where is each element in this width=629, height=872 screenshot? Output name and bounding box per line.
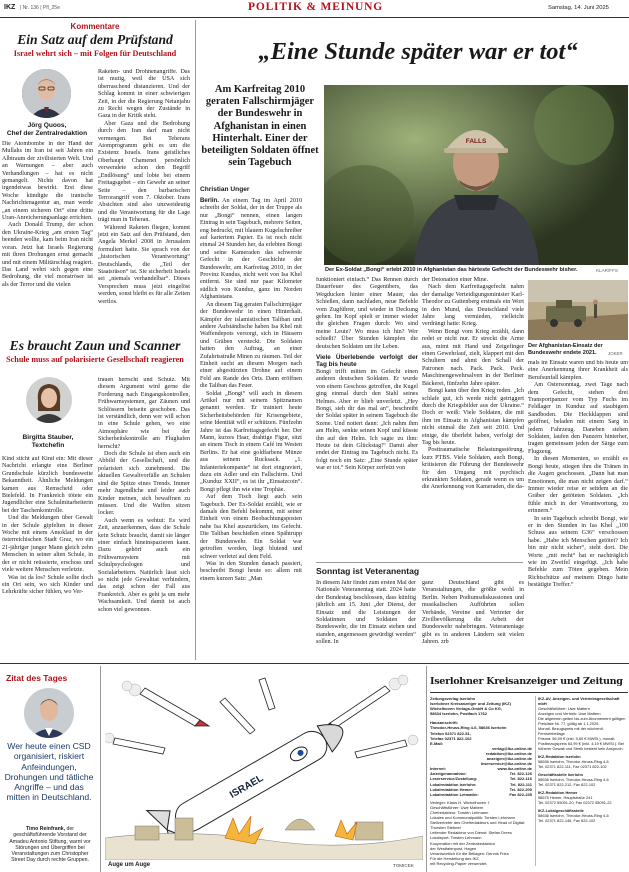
imprint-right-line: höherer Gewalt und Streik besteht kein Anspruch. <box>538 746 624 751</box>
imprint-right-line: 58636 Iserlohn, Theodor-Heuss-Ring 4-6 <box>538 813 609 818</box>
infobox-col1: In diesem Jahr findet zum ersten Mal der Nationale Veteranentag statt. 2024 hatte der Bundestag beschlossen, dass künftig jährlich am 15. Juni „der Dienst, der Einsatz und die Leistungen der Soldatinnen und Soldaten der Bundeswehr, die im Einsatz stehen und standen, angemessen gewürdigt werden“ sollen. In <box>316 580 416 646</box>
imprint-staff-line: Für die Herstellung des IKZ <box>430 855 479 861</box>
imprint-phone-row: Lokalredaktion Iserlohn: Tel. 822-111 <box>430 781 532 787</box>
author2-avatar <box>26 377 72 423</box>
imprint-phone-row: Lokalredaktion Letmathe: Fax 822-235 <box>430 791 532 797</box>
imprint-website-link[interactable]: www.ikz-online.de <box>497 766 532 772</box>
imprint-staff-line: Lokalsport: Torsten Lehmann <box>430 835 482 841</box>
imprint-right-line: Tel. 02372 55091-20, Fax 02372 55091-22 <box>538 800 612 805</box>
imprint-phone-row: Lokalredaktion Hemer: Tel. 822-200 <box>430 786 532 792</box>
article-subhead: Viele Überlebende verfolgt der Tag bis heute <box>316 354 418 369</box>
imprint-right-line: Geschäftsstelle Iserlohn <box>538 772 583 777</box>
logo: IKZ <box>4 4 16 11</box>
page-date: Samstag, 14. Juni 2025 <box>548 5 609 11</box>
comment-subtitle: Israel wehrt sich – mit Folgen für Deutschland <box>13 49 177 58</box>
imprint-right-line: Postbezugspreis 63,99 € (inkl. 4,19 € MWSt.). Bei <box>538 741 624 746</box>
imprint-right-line: Die allgemein gelten bis zum Abonnement gültigen <box>538 716 626 721</box>
quote-author: Timo Reinfrank, <box>25 826 66 832</box>
article-col4: mals im Einsatz waren und bis heute um eine Anerkennung ihrer Krankheit als Berufsunfall kämpfen. Am Ostersonntag, zwei Tage nach dem Gefecht, stehen drei Transportpanzer vom Typ Fuchs im Feldlager in Kunduz auf staubigem Sandboden. Die Heckklappen sind geöffnet, beladen mit einem Sarg in jedem Fahrzeug. Daneben stehen Soldaten, laufen den Panzern hinterher, tragen gemeinsam jeden der Särge zum Flugzeug. In diesen Momenten, so erzählt es Bongi heute, stiegen ihm die Tränen in die Augen geschossen. „Dann hat man Emotionen, die man nicht zeigen darf.“ Immer wieder reise er seitdem an die Gräber der getöteten Soldaten. „Ich fühle mich in der Verantwortung, zu erinnern.“ In sein Tagebuch schreibt Bongi, wie er in den Stunden in Isa Khel „100 Schuss aus seinem G36“ verschossen habe. „Habe ich Menschen getötet? Ich bin mir nicht sicher“, steht dort. Die Worte „mit recht“ hat er nachträglich wie im Zweifel eingefügt. „Ich habe Befehle zum Töten gegeben. Mein Richtschütze auf meinem Dingo hatte bestätigte Treffer.“ <box>528 360 628 589</box>
article-col2: funktioniert einfach.“ Das Rennen durch Dauerfeuer des Gegenübers, das Wegducken hinter einer Mauer, das Schießen, dann nachladen, neue Befehle vom Zugführer, und wieder in Deckung gehen. Im Kopf spielt er immer wieder die gleichen Fragen durch: Wo sind meine Leute? Wo muss ich hin? Wer schießt? Über Stunden kämpfen die deutschen Soldaten um ihr Leben. Viele Überlebende verfolgt der Tag bis heute Bongi trifft mitten im Gefecht einen anderen deutschen Soldaten. Er wurde von einem Geschoss getroffen, die Kugel ging einmal durch den Stahl seines Helmes. Aber er blieb unverletzt. „Hey Bongi, sieh dir das mal an“, beschreibt der Soldat später in seinem Tagebuch die Szene. Und notiert dann: „Ich nahm ihm am Helm, senkte seinen Kopf und küsste ihn auf den Helm. Ich sagte zu ihm: Heute ist dein Glückstag!“ Damit aber endet der Eintrag ins Tagebuch nicht. Es folgt noch ein Satz: „Eine Stunde später war er tot.“ Sein Körper zerfetzt von <box>316 277 418 472</box>
imprint-staff-line: Kooperation mit der Zentralredaktion <box>430 840 495 846</box>
article-col3: der Detonation einer Mine. Nach dem Karfreitagsgefecht nahm der damalige Verteidigungsminister Karl-Theodor zu Guttenberg erstmals ein Wort in den Mund, das Deutschland viele Jahre lang vermieden, vielleicht verdrängt hatte: Krieg. Wenn Bongi vom Krieg erzählt, dann redet er nicht nur. Er streckt die Arme aus, mimt mit Hand und Zeigefinger einen Gewehrlauf, zielt, klappert mit den Schultern und ahmt den Schall der Patronen nach. Pack. Pack. Pack. Maschinengewehrsalven in der Berliner Bäckerei, fünfzehn Jahre später. Bongi kann über den Krieg reden. „Ich schlafe gut, ich werde nicht getriggert durch die Kriegsbilder aus der Ukraine.“ Doch er weiß: Viele Soldaten, die mit ihm im Einsatz in Afghanistan kämpfen nicht einmal die Zeit seit 2010. Und einige, die überlebt haben, verfolgt der Tag bis heute. Posttraumatische Belastungsstörung, kurz PTBS. Viele Soldaten, auch Bongi, kritisieren die Führung der Bundeswehr für den Umgang mit psychisch erkrankten Soldaten, gerade wenn es um die Anerkennung von Kameraden, die da- <box>422 277 524 491</box>
imprint-staff-line: der Westfalenpost, Hagen <box>430 845 477 851</box>
comment-kicker: Kommentare <box>70 22 120 31</box>
imprint-right-line: Geschäftsführer: Uwe Mattern <box>538 706 590 711</box>
imprint-right <box>538 696 628 823</box>
author2-name: Birgitta Stauber, <box>22 434 74 441</box>
imprint-staff-line: Geschäftsführer: Uwe Mattern <box>430 804 484 810</box>
cap-text: FALLS <box>465 138 487 145</box>
photo-caption: Der Ex-Soldat „Bongi“ erlebt 2010 in Afghanistan das härteste Gefecht der Bundeswehr bisher. <box>325 267 578 273</box>
comment-title: Ein Satz auf dem Prüfstand <box>17 32 173 47</box>
comment2-subtitle: Schule muss auf polarisierte Gesellschaft reagieren <box>6 355 184 364</box>
imprint-right-line: 58675 Hemer, Hauptstraße 241 <box>538 795 593 800</box>
photo2-caption: Der Afghanistan-Einsatz der Bundeswehr endete 2021. <box>528 343 603 356</box>
soldier-photo <box>324 85 628 265</box>
photo2-credit: JOKER <box>608 351 623 356</box>
imprint-staff-line: Verleger: Klaus H. Wichelhoven † <box>430 799 490 805</box>
imprint-staff-line: Chefredakteur: Torsten Lehmann <box>430 809 489 815</box>
imprint-staff-line: mit Recycling-Papier verwendet. <box>430 860 488 866</box>
imprint-masthead: Iserlohner Kreisanzeiger und Zeitung <box>430 676 623 687</box>
author-avatar <box>22 69 71 118</box>
quote-kicker: Zitat des Tages <box>6 673 68 683</box>
imprint-staff-line: Verantwortlich für die Beilagen: Dennis Fries <box>430 850 509 856</box>
comment1-col2: Raketen- und Drohnenangriffe. Das ist mutig, weil die USA sich überraschend distanzieren. Und der Schlag kommt in einer schwierigen Zeit, in der die Regierung Netanjahu zu Recht wegen der Zustände in Gaza in der Kritik steht. Aber Gaza und die Bedrohung durch den Iran darf man nicht vermengen. Bei Teherans Atomprogramm geht es um die Existenz Israels. Irans geistliches Oberhaupt Chamenei persönlich verwendete schon den Begriff „Endlösung“ und lobte bei einem Freitagsgebet – ein Gewehr an seiner Seite – den barbarischen Terrorangriff vom 7. Oktober. Irans Absichten sind also unzweideutig und die Verantwortung für die Lage trägt man in Teheran. Während Raketen fliegen, kommt jetzt ein Satz auf den Prüfstand, den Angela Merkel 2008 in Jerusalem formuliert hatte. Sie sprach von der „historischen Verantwortung“ Deutschlands, die „Teil der Staatsräson“ ist. Sie sicherheit Israels sei „niemals verhandelbar“. Dieses Versprechen muss jetzt eingelöst werden, sonst bleibt es für alle Zeiten wertlos. <box>98 69 190 305</box>
imprint-staff-line: Lokales und Kommunalpolitik: Torsten Lehmann <box>430 815 516 821</box>
imprint-staff-line: Leitender Redakteur von Dienst: Stefan Drees <box>430 830 512 836</box>
author-name: Jörg Quoos, <box>27 122 67 129</box>
edition: | Nr. 136 | Pfl_25e <box>20 5 60 11</box>
imprint-right-line: Anzeigen und Vertrieb: Uwe Mattern <box>538 711 601 716</box>
quote-attribution <box>4 826 96 864</box>
imprint-right-line: Monatl. Bezugspreis mit der wöchentl. Fernsehbeilage <box>538 726 604 736</box>
imprint-right-line: Tel. 02371 822-111, Fax 02371 822-102 <box>538 764 607 769</box>
comment2-title: Es braucht Zaun und Scanner <box>9 338 181 353</box>
imprint-left: Zeitungsverlag Iserlohn Iserlohner Kreisanzeiger und Zeitung (IKZ) Wichelhoven Verlags-GmbH & Co KG, 58634 Iserlohn, Postfach 1762 Hausanschrift: Theodor-Heuss-Ring 4-6, 58636 Iserlohn Telefon 02371 822-51, Telefax 02371 822-102 E-Mail: verlag@ikz-online.de redaktion@ikz-online.de anzeigen@ikz-online.de leserservice@ikz-online.de Internet: www.ikz-online.de Anzeigenannahme: Tel. 822-126 Leserservice/Zustellung: Tel. 822-116 Lokalredaktion Iserlohn: Tel. 822-111 Lokalredaktion Hemer: Tel. 822-200 Lokalredaktion Letmathe: Fax 822-235 Verleger: Klaus H. Wichelhoven † Geschäftsführer: Uwe Mattern Chefredakteur: Torsten Lehmann Lokales und Kommunalpolitik: Torsten Lehmann Stellvertreter des Chefredakteurs und Head of Digital: Thorsten Stebner Leitender Redakteur von Dienst: Stefan Drees Lokalsport: Torsten Lehmann Kooperation mit der Zentralredaktion der Westfalenpost, Hagen Verantwortlich für die Beilagen: Dennis Fries Für die Herstellung des IKZ mit Recycling-Papier verwendet. <box>430 696 532 866</box>
quote-text: Wer heute einen CSD organisiert, riskiert Anfeindungen, Drohungen und tätliche Angriffe – und das mitten in Deutschland. <box>4 741 94 803</box>
infobox-title: Sonntag ist Veteranentag <box>316 566 420 576</box>
imprint-right-line: IKZ-AV, Anzeigen- und Vertriebsgesellschaft mbH <box>538 696 620 706</box>
comment2-col2: trauen herrscht und Schutz. Mit diesem Argument wird gerne die Forderung nach Eingangskontrollen, Frühwarnsystemen, gar Zäunen und Schlössern beiseite geschoben. Das ist verständlich, denn wer will schon in eine Schule gehen, wo eine Atmosphäre wie bei der Sicherheitskontrolle am Flughafen herrscht? Doch die Schule ist eben auch ein Abbild der Gesellschaft, und die polarisiert sich zunehmend. Die aktuellen Gewaltvorfälle an Schulen sind die Spitze eines Trends. Immer mehr Jugendliche und leider auch Kinder meinen, sich bewaffnen zu müssen. Und die Waffen sitzen locker. Auch wenn es wehtut: Es wird Zeit, anzuerkennen, dass die Schule kein Schutz braucht, damit sie länger einer einfach hineinspazieren kann. Dazu gehört auch ein Frühwarnsystem mit Schulpsychologen und Sozialarbeitern. Natürlich lässt sich so nicht jede Gewalttat verhindern, das zeigt schon der Fall aus Frankreich. Aber es geht ja um mehr Wachsamkeit. Und damit ist auch schon viel gewonnen. <box>98 377 190 613</box>
afghanistan-photo <box>528 280 628 340</box>
imprint-right-line: 58636 Iserlohn, Theodor-Heuss-Ring 4-6 <box>538 759 609 764</box>
imprint-staff-line: Stellvertreter des Chefredakteurs und Head of Digital: <box>430 820 525 826</box>
missile-label: ISRAEL <box>228 772 266 801</box>
imprint-right-line: IKZ-Redaktion Hemer <box>538 790 578 795</box>
infobox-col2: ganz Deutschland gibt es Veranstaltungen, die größte wohl in Berlin. Neben Podiumsdiskussionen und musikalischen Aufführten sollen Verbände, Vereine und Vertreter der Zivilbevölkerung die Arbeit der Bundeswehr nahebringen. Veteranentage gibt es in anderen Ländern seit vielen Jahren. zrb <box>422 580 524 646</box>
imprint-right-line: IKZ-Lokalgeschäftsstelle <box>538 808 584 813</box>
section-title: POLITIK & MEINUNG <box>248 1 383 13</box>
quote-detail: der geschäftsführende Vorstand der Amadeu Antonio Stiftung, warnt vor Störungen und Übergriffen bei Veranstaltungen zum Christopher Street Day durch rechte Gruppen. <box>9 826 91 864</box>
imprint-staff-line: Thorsten Stebner <box>430 825 461 831</box>
comment1-col1: Die Atombombe in der Hand der Mullahs im Iran ist seit Jahren ein Albtraum der zivilisierten Welt. Und an Warnungen – aber auch Verhandlungen – hat es nicht gemangelt. Nichts davon hat irgendetwas bewirkt. Erst diese Woche kündigte die iranische Nachrichtenagentur an, man werde „an einem sicheren Ort“ eine dritte Uran-Anreicherungsanlage errichten. Auch Donald Trump, der schon den Ukraine-Krieg „am ersten Tag“ beenden wollte, kam beim Iran nicht voran. Jetzt hat Israels Regierung mit ihren Drohungen ernst gemacht und mit einem Militärschlag reagiert. Das Land wehrt sich gegen eine Bedrohung, die viel monströser ist als der Terror und die vielen <box>2 141 93 288</box>
article-headline: „Eine Stunde später war er tot“ <box>258 38 578 65</box>
imprint-right-line: Tel. 02371 822-212, Fax 822-102 <box>538 782 596 787</box>
author-role: Chef der Zentralredaktion <box>6 130 88 137</box>
imprint-right-line: IKZ-Redaktion Iserlohn <box>538 754 581 759</box>
author2-role: Textchefin <box>31 442 65 449</box>
cartoon-credit: TOMICEK <box>393 863 414 868</box>
article-col1: Berlin. An einem Tag im April 2010 schreibt der Soldat, der in der Truppe als nur „Bongi“ nennen, einen langen Eintrag in sein Tagebuch, mehrere Seiten, eng bedruckt, mit blauem Kugelschreiber auf kariertem Papier. Es ist noch nicht einmal 24 Stunden her, da erlebten Bongi und seine Kameraden das schwerste Gefecht in der Geschichte der Bundeswehr, am Karfreitag 2010, in der Provinz Kundus, nicht weit von Isa Khel entfernt. Sie sind nur paar Kilometer südlich von Kunduz, ganz im Norden Afghanistans. An diesem Tag geraten Fallschirmjäger der Bundeswehr in einen Hinterhalt. Kämpfer der islamistischen Taliban und andere Aufständische haben Isa Khel mit Waffendepots versorgt, sich in Häusern und Gräben versteckt. Die Soldaten hatten den Auftrag, an einer Zufahrtsstraße Minen zu räumen. Teil der Einheit sucht an diesem Morgen nach einer abgestürzten Drohne auf einem Feld am Rande des Orts. Dann eröffnen die Taliban das Feuer. Soldat „Bongi“ will auch in diesem Artikel nur mit seinem Spitznamen genannt werden. Er trainiert heute Sicherheitsbehörden für Krisengebiete, seine Identität will er schützen. Fünfzehn Jahre ist das Karfreitagsgefecht her. Der Mann, kurzes Haar, drahtige Figur, sitzt an einem Tisch in einem Café im Westen Berlins. Er hat eine goldfarbene Münze aus seinem Rucksack. „1. Infanteriekompanie“ ist dort eingraviert, dazu ein Adler und ein Fallschirm. Und „Kunduz XXII“, es ist ihr „Einsatzcoin“. Bongi pflegt ihn wie eine Trophäe. Auf dem Tisch liegt auch sein Tagebuch. Der Ex-Soldat erzählt, wie er damals den Befehl bekommt, mit seiner Einheit von einem Beobachtungsposten nahe Isa Khel auszurücken, ins Gefecht. Die Taliban beschießen einen Spähtrupp der Bundeswehr. Ein Soldat war getroffen worden, liegt blutend und schwer verletzt auf dem Feld. Was in den Stunden danach passiert, beschreibt Bongi heute so: allem mit einem kurzen Satz: „Man <box>200 197 302 582</box>
article-author: Christian Unger <box>200 186 250 193</box>
imprint-right-line: Prisma: 56,99 € (inkl. 5,60 € MWSt.), monatl. <box>538 736 616 741</box>
quote-avatar <box>24 688 74 738</box>
photo-credit: KLAR/FFS <box>596 268 618 273</box>
article-teaser: Am Karfreitag 2010 geraten Fallschirmjäger der Bundeswehr in Afghanistan in einen Hinterhalt. Einer der beteiligten Soldaten öffnet sein Tagebuch <box>201 84 319 169</box>
imprint-right-line: 58636 Iserlohn, Theodor-Heuss-Ring 4-6 <box>538 777 609 782</box>
imprint-phone-row: Leserservice/Zustellung: Tel. 822-116 <box>430 776 532 782</box>
cartoon <box>105 668 423 860</box>
cartoon-caption: Auge um Auge <box>108 862 151 868</box>
imprint-right-line: Preisliste Nr. 77, gültig ab 1.1.2025. <box>538 721 600 726</box>
imprint-right-line: Tel. 02371 822-146, Fax 822-102 <box>538 818 596 823</box>
comment2-col1: Kind sticht auf Kind ein: Mit dieser Nachricht erlangte eine Berliner Grundschule kürzlich bundesweite Bekanntheit. Ähnliche Meldungen kamen aus Remscheid oder Bielefeld. In Frankreich tötete ein Jugendlicher eine Schulmitarbeiterin bei der Taschenkontrolle. Und die Meldungen über Gewalt in der Schule gipfelten in dieser Woche mit einem Amoklauf in der österreichischen Stadt Graz, wo ein 21-jähriger junger Mann gleich zehn Menschen in seiner alten Schule, in der er nicht reüssierte, erschoss und viele weitere Menschen verletzte. Was ist da los? Schule sollte doch ein Ort sein, wo sich Kinder und Lehrkräfte sicher fühlen, wo Ver- <box>2 456 93 596</box>
imprint-phone-row: Anzeigenannahme: Tel. 822-126 <box>430 771 532 777</box>
